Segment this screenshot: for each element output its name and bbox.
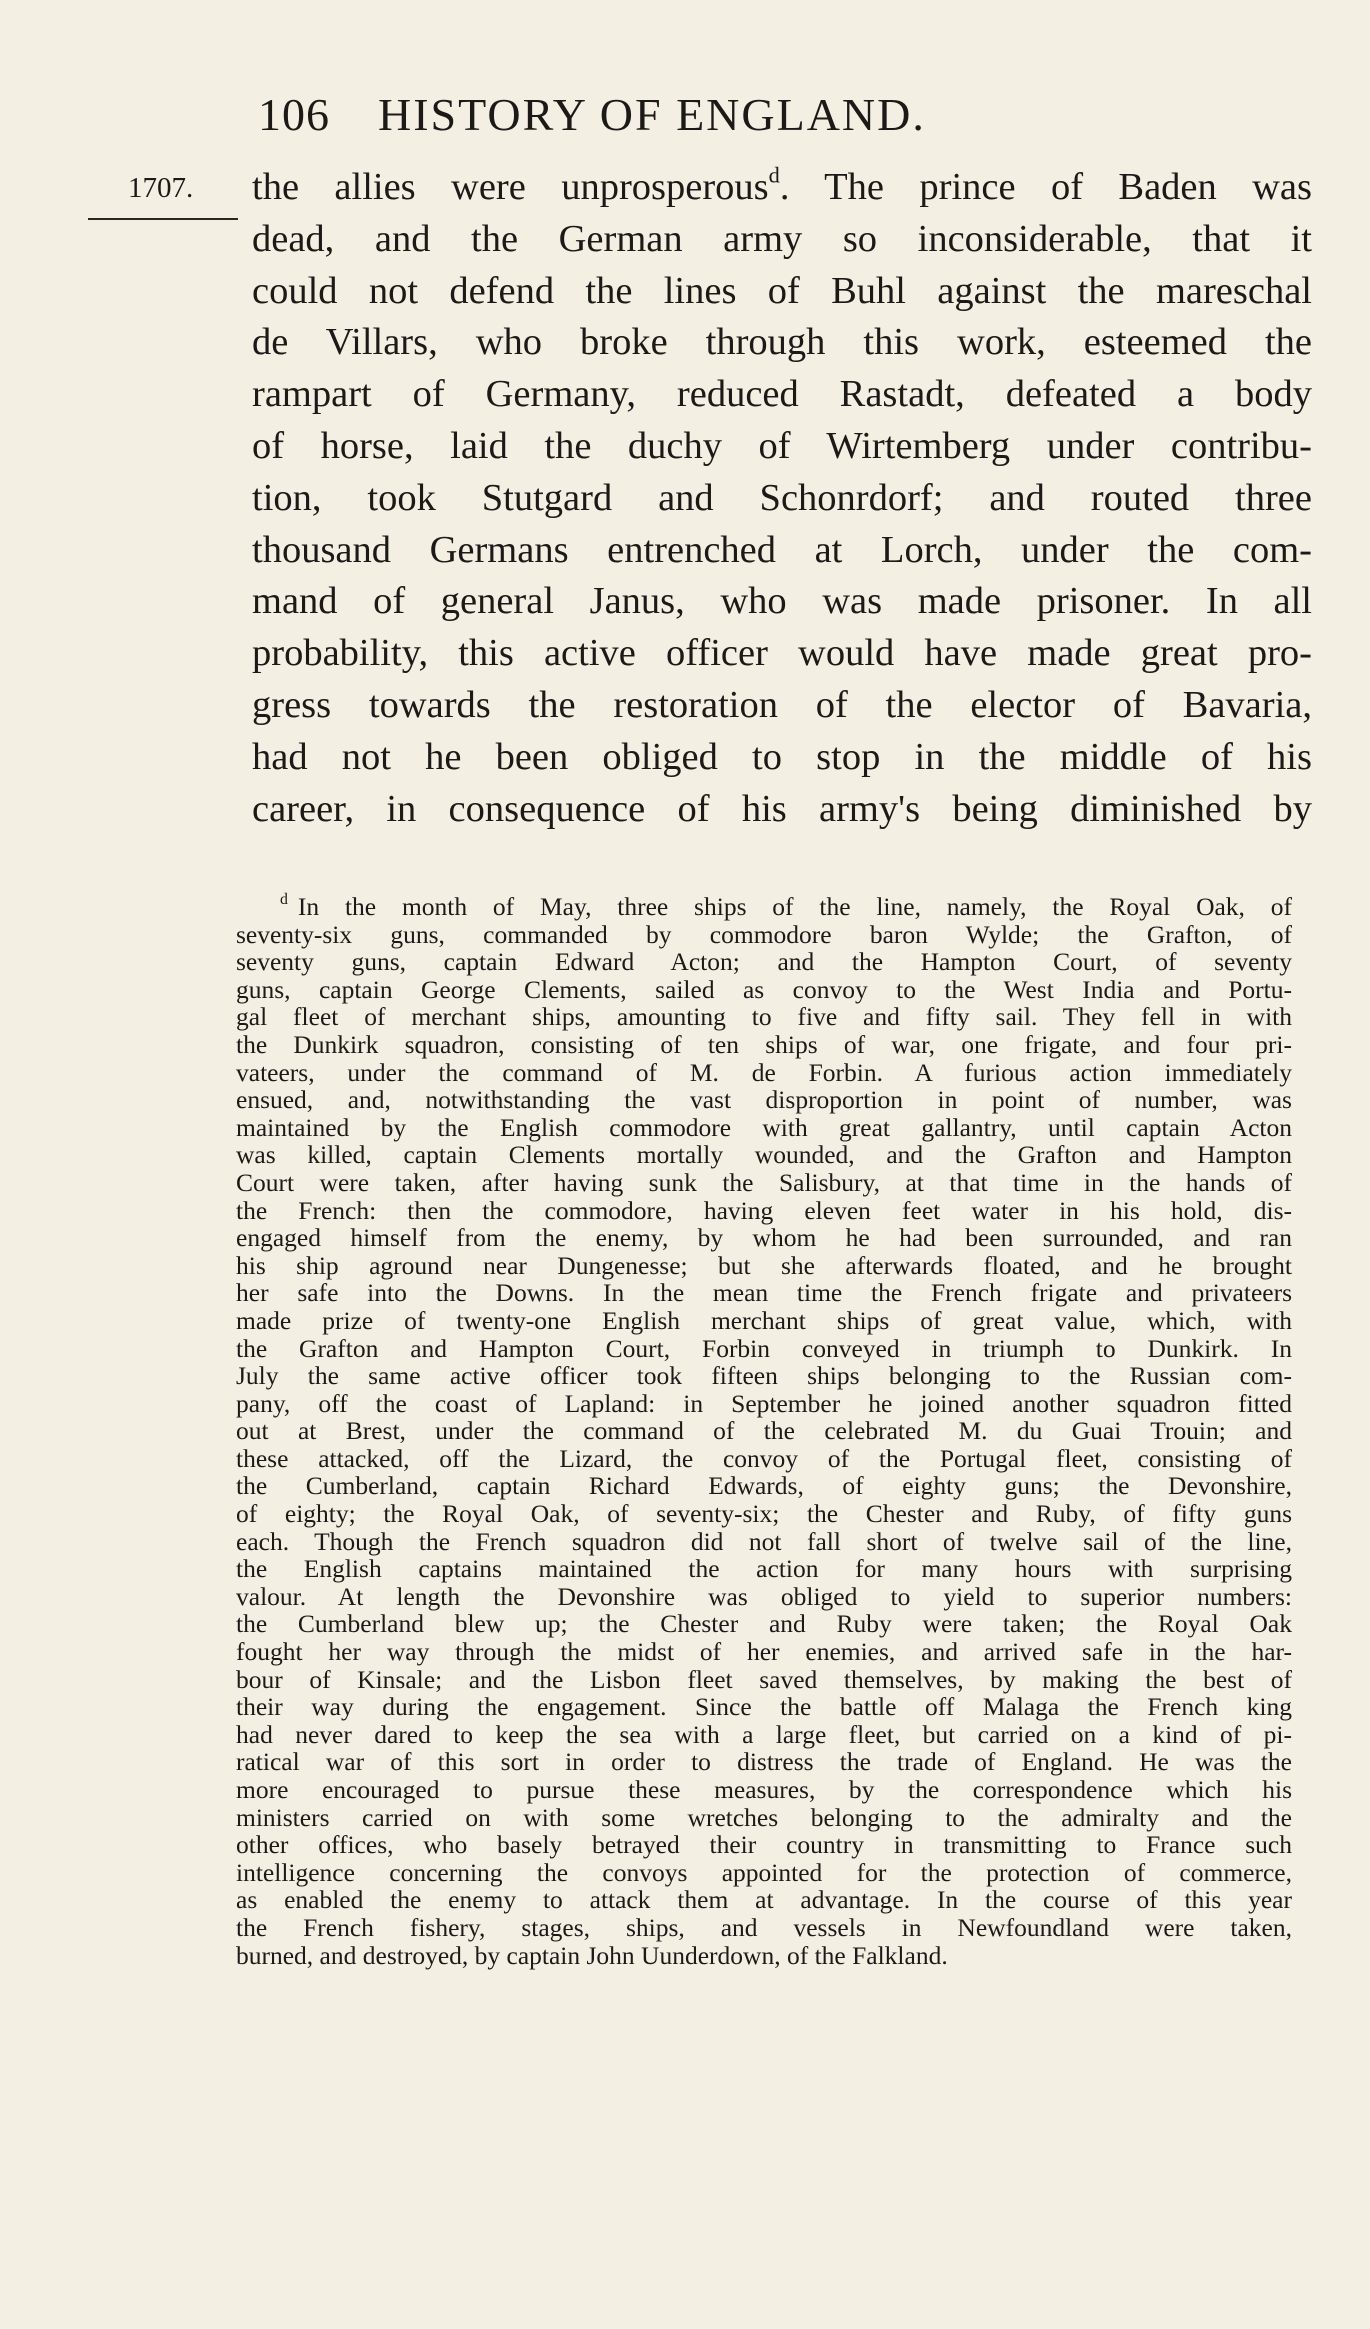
footnote-line: ensued, and, notwithstanding the vast disproportion in point of number, was	[236, 1085, 1292, 1115]
footnote-line	[236, 890, 1292, 921]
body-line: rampart of Germany, reduced Rastadt, defeated a body	[252, 373, 1312, 416]
footnote-line: Court were taken, after having sunk the Salisbury, at that time in the hands of	[236, 1167, 1292, 1197]
footnote-line: the Grafton and Hampton Court, Forbin conveyed in triumph to Dunkirk. In	[236, 1333, 1292, 1363]
footnote-line: intelligence concerning the convoys appointed for the protection of commerce,	[236, 1857, 1292, 1887]
body-line: of horse, laid the duchy of Wirtemberg under contribu-	[252, 424, 1312, 467]
running-head	[258, 88, 1088, 138]
footnote-line: other offices, who basely betrayed their country in transmitting to France such	[236, 1830, 1292, 1860]
body-line: probability, this active officer would have made great pro-	[252, 632, 1312, 675]
footnote-line: was killed, captain Clements mortally wounded, and the Grafton and Hampton	[236, 1140, 1292, 1170]
body-line: mand of general Janus, who was made prisoner. In all	[252, 580, 1312, 623]
footnote-line-text: In the month of May, three ships of the line, namely, the Royal Oak, of	[297, 892, 1292, 921]
footnote-line: more encouraged to pursue these measures, by the correspondence which his	[236, 1775, 1292, 1804]
body-line: could not defend the lines of Buhl against the mareschal	[252, 269, 1312, 312]
footnote-marker: d	[280, 890, 288, 908]
body-line: thousand Germans entrenched at Lorch, under the com-	[252, 528, 1312, 571]
footnote-line: the French: then the commodore, having eleven feet water in his hold, dis-	[236, 1195, 1292, 1225]
footnote-line: burned, and destroyed, by captain John Uunderdown, of the Falkland.	[236, 1940, 948, 1970]
footnote-line: each. Though the French squadron did not fall short of twelve sail of the line,	[236, 1526, 1292, 1556]
footnote-line: ministers carried on with some wretches belonging to the admiralty and the	[236, 1802, 1292, 1832]
footnote	[236, 890, 1292, 1970]
footnote-line: valour. At length the Devonshire was obliged to yield to superior numbers:	[236, 1581, 1292, 1611]
footnote-line: seventy guns, captain Edward Acton; and the Hampton Court, of seventy	[236, 947, 1292, 977]
page-title: HISTORY OF ENGLAND.	[378, 89, 926, 140]
footnote-line: her safe into the Downs. In the mean time the French frigate and privateers	[236, 1278, 1292, 1308]
footnote-line: July the same active officer took fifteen ships belonging to the Russian com-	[236, 1361, 1292, 1391]
footnote-line: his ship aground near Dungenesse; but she afterwards floated, and he brought	[236, 1250, 1292, 1280]
footnote-line: ratical war of this sort in order to distress the trade of England. He was the	[236, 1747, 1292, 1777]
footnote-line: the French fishery, stages, ships, and vessels in Newfoundland were taken,	[236, 1912, 1292, 1942]
footnote-line: the Dunkirk squadron, consisting of ten ships of war, one frigate, and four pri-	[236, 1029, 1292, 1059]
footnote-line: the Cumberland, captain Richard Edwards, of eighty guns; the Devonshire,	[236, 1471, 1292, 1501]
footnote-line: vateers, under the command of M. de Forbin. A furious action immediately	[236, 1057, 1292, 1087]
footnote-line: their way during the engagement. Since the battle off Malaga the French king	[236, 1692, 1292, 1722]
body-line: gress towards the restoration of the elector of Bavaria,	[252, 683, 1312, 726]
body-line: dead, and the German army so inconsiderable, that it	[252, 217, 1312, 260]
footnote-line: had never dared to keep the sea with a large fleet, but carried on a kind of pi-	[236, 1719, 1292, 1749]
page-number: 106	[258, 89, 330, 140]
footnote-line: the English captains maintained the action for many hours with surprising	[236, 1554, 1292, 1584]
footnote-line: out at Brest, under the command of the celebrated M. du Guai Trouin; and	[236, 1416, 1292, 1446]
body-line	[252, 162, 1312, 214]
footnote-line: as enabled the enemy to attack them at advantage. In the course of this year	[236, 1885, 1292, 1915]
footnote-line: the Cumberland blew up; the Chester and Ruby were taken; the Royal Oak	[236, 1609, 1292, 1639]
footnote-line: gal fleet of merchant ships, amounting to five and fifty sail. They fell in with	[236, 1002, 1292, 1032]
body-line-tail: . The prince of Baden was	[779, 166, 1313, 208]
body-line-text: the allies were unprosperous	[252, 166, 769, 208]
margin-rule	[88, 218, 238, 220]
footnote-line: pany, off the coast of Lapland: in September he joined another squadron fitted	[236, 1388, 1292, 1418]
body-line: career, in consequence of his army's being diminished by	[252, 787, 1312, 830]
footnote-line: these attacked, off the Lizard, the convoy of the Portugal fleet, consisting of	[236, 1443, 1292, 1473]
body-line: de Villars, who broke through this work, esteemed the	[252, 321, 1312, 364]
footnote-line: fought her way through the midst of her enemies, and arrived safe in the har-	[236, 1637, 1292, 1667]
body-line: had not he been obliged to stop in the middle of his	[252, 735, 1312, 778]
footnote-line: bour of Kinsale; and the Lisbon fleet saved themselves, by making the best of	[236, 1664, 1292, 1694]
footnote-line: made prize of twenty-one English merchant ships of great value, which, with	[236, 1305, 1292, 1335]
body-line: tion, took Stutgard and Schonrdorf; and routed three	[252, 476, 1312, 519]
footnote-line: seventy-six guns, commanded by commodore baron Wylde; the Grafton, of	[236, 919, 1292, 949]
margin-year: 1707.	[128, 172, 194, 204]
body-text	[252, 162, 1312, 835]
note-reference: d	[768, 162, 780, 188]
footnote-line: engaged himself from the enemy, by whom he had been surrounded, and ran	[236, 1223, 1292, 1253]
footnote-line: maintained by the English commodore with great gallantry, until captain Acton	[236, 1112, 1292, 1142]
footnote-line: of eighty; the Royal Oak, of seventy-six; the Chester and Ruby, of fifty guns	[236, 1499, 1292, 1529]
footnote-line: guns, captain George Clements, sailed as convoy to the West India and Portu-	[236, 974, 1292, 1004]
